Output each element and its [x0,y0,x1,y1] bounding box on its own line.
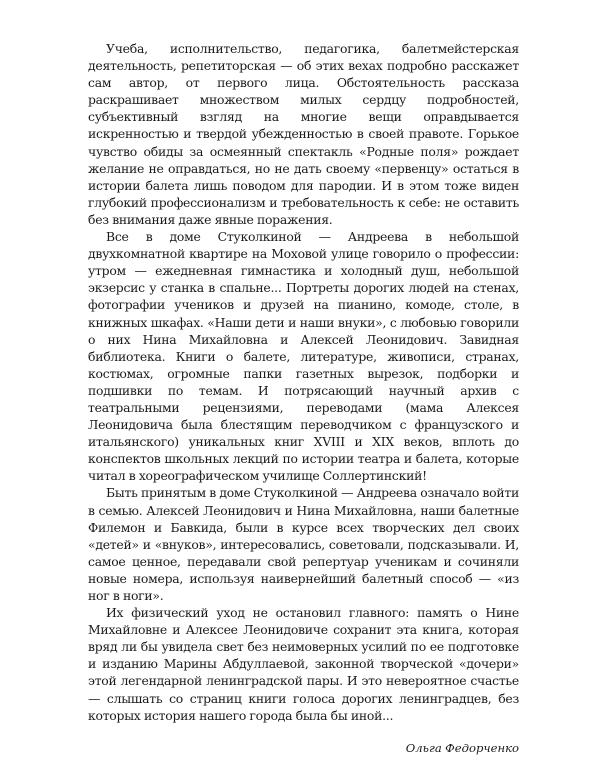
document-page [88,40,519,757]
paragraph-1: Учеба, исполнительство, педагогика, балетмейстерская деятельность, репетиторская — об этих вехах подробно расскажет сам автор, от первого лица. Обстоятельность рассказа раскрашивает множеством милых сердцу подробностей, субъективный взгляд на многие вещи оправдывается искренностью и твердой убежденностью в своей правоте. Горькое чувство обиды за осмеянный спектакль «Родные поля» рождает желание не оправдаться, но не дать своему «первенцу» остаться в истории балета лишь поводом для пародии. И в этом тоже виден глубокий профессионализм и требовательность к себе: не оставить без внимания даже явные поражения. [88,41,519,227]
author-signature: Ольга Федорченко [405,740,519,755]
paragraph-4: Их физический уход не остановил главного: память о Нине Михайловне и Алексее Леонидовиче сохранит эта книга, которая вряд ли бы увидела свет без неимоверных усилий по ее подготовке и изданию Марины Абдуллаевой, законной творческой «дочери» этой легендарной ленинградской пары. И это невероятное счастье — слышать со страниц книги голоса дорогих ленинградцев, без которых история нашего города была бы иной... [88,605,519,723]
paragraph-2: Все в доме Стуколкиной — Андреева в небольшой двухкомнатной квартире на Моховой улице говорило о профессии: утром — ежедневная гимнастика и холодный душ, небольшой экзерсис у станка в спальне... Портреты дорогих людей на стенах, фотографии учеников и друзей на пианино, комоде, столе, в книжных шкафах. «Наши дети и наши внуки», с любовью говорили о них Нина Михайловна и Алексей Леонидович. Завидная библиотека. Книги о балете, литературе, живописи, странах, костюмах, огромные папки газетных вырезок, подборки и подшивки по темам. И потрясающий научный архив с театральными рецензиями, переводами (мама Алексея Леонидовича была блестящим переводчиком с французского и итальянского) уникальных книг XVIII и XIX веков, вплоть до конспектов школьных лекций по истории театра и балета, которые читал в хореографическом училище Соллертинский! [88,229,519,484]
paragraph-3: Быть принятым в доме Стуколкиной — Андреева означало войти в семью. Алексей Леонидович и Нина Михайловна, наши балетные Филемон и Бавкида, были в курсе всех творческих дел своих «детей» и «внуков», интересовались, советовали, подсказывали. И, самое ценное, передавали свой репертуар ученикам и сочиняли новые номера, используя наивернейший балетный способ — «из ног в ноги». [88,485,519,603]
